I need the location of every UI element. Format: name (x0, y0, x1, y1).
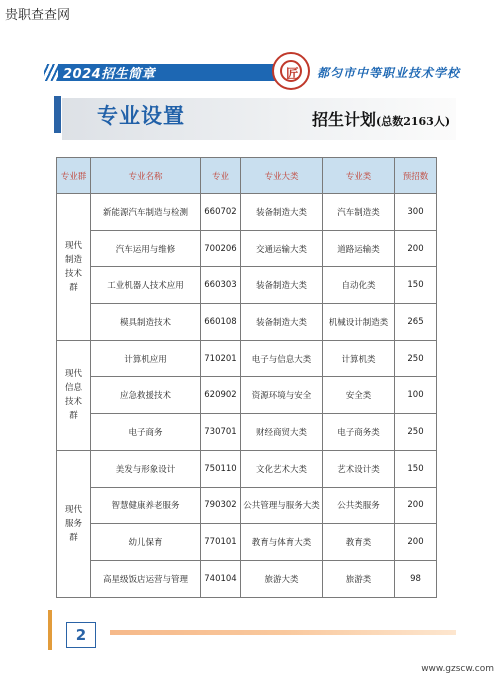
table-row (57, 450, 437, 487)
cell-type: 教育类 (323, 524, 395, 561)
header-cell: 专业大类 (241, 158, 323, 194)
cell-type: 道路运输类 (323, 230, 395, 267)
cell-quota: 200 (395, 524, 437, 561)
cell-type: 机械设计制造类 (323, 304, 395, 341)
enrollment-table (56, 157, 437, 598)
cell-code: 730701 (201, 414, 241, 451)
group-cell: 现代 制造 技术 群 (57, 194, 91, 341)
plan-total: (总数2163人) (376, 115, 451, 128)
header-cell: 预招数 (395, 158, 437, 194)
header-cell: 专业 (201, 158, 241, 194)
cell-quota: 300 (395, 194, 437, 231)
table-row (57, 340, 437, 377)
table-row (57, 377, 437, 414)
group-cell: 现代 服务 群 (57, 450, 91, 597)
watermark-text: 贵职查查网 (5, 8, 71, 23)
cell-quota: 150 (395, 450, 437, 487)
section-title: 专业设置 (97, 104, 185, 128)
cell-code: 770101 (201, 524, 241, 561)
cell-name: 工业机器人技术应用 (91, 267, 201, 304)
cell-category: 公共管理与服务大类 (241, 487, 323, 524)
banner-stripes (44, 64, 58, 81)
footer-accent (48, 610, 52, 650)
group-cell: 现代 信息 技术 群 (57, 340, 91, 450)
cell-category: 交通运输大类 (241, 230, 323, 267)
cell-name: 幼儿保育 (91, 524, 201, 561)
cell-type: 电子商务类 (323, 414, 395, 451)
cell-name: 智慧健康养老服务 (91, 487, 201, 524)
cell-quota: 250 (395, 340, 437, 377)
cell-quota: 98 (395, 560, 437, 597)
cell-code: 620902 (201, 377, 241, 414)
cell-category: 电子与信息大类 (241, 340, 323, 377)
table-row (57, 194, 437, 231)
cell-type: 自动化类 (323, 267, 395, 304)
cell-code: 710201 (201, 340, 241, 377)
table-row (57, 230, 437, 267)
cell-quota: 100 (395, 377, 437, 414)
cell-code: 660303 (201, 267, 241, 304)
cell-category: 装备制造大类 (241, 304, 323, 341)
school-logo (272, 52, 310, 90)
cell-name: 新能源汽车制造与检测 (91, 194, 201, 231)
table-row (57, 414, 437, 451)
plan-title (312, 107, 450, 130)
cell-type: 汽车制造类 (323, 194, 395, 231)
table-header-row (57, 158, 437, 194)
cell-name: 应急救援技术 (91, 377, 201, 414)
cell-type: 艺术设计类 (323, 450, 395, 487)
cell-code: 660702 (201, 194, 241, 231)
cell-quota: 150 (395, 267, 437, 304)
cell-code: 660108 (201, 304, 241, 341)
cell-code: 790302 (201, 487, 241, 524)
plan-title-text: 招生计划 (312, 110, 377, 129)
site-url: www.gzscw.com (421, 664, 494, 674)
cell-code: 750110 (201, 450, 241, 487)
page-number: 2 (66, 622, 96, 648)
cell-name: 美发与形象设计 (91, 450, 201, 487)
cell-category: 财经商贸大类 (241, 414, 323, 451)
cell-quota: 200 (395, 487, 437, 524)
cell-code: 740104 (201, 560, 241, 597)
header-cell: 专业群 (57, 158, 91, 194)
footer-line (110, 630, 456, 635)
cell-name: 电子商务 (91, 414, 201, 451)
cell-category: 文化艺术大类 (241, 450, 323, 487)
table-row (57, 487, 437, 524)
table-row (57, 267, 437, 304)
cell-name: 高星级饭店运营与管理 (91, 560, 201, 597)
cell-name: 汽车运用与维修 (91, 230, 201, 267)
cell-type: 旅游类 (323, 560, 395, 597)
table-row (57, 560, 437, 597)
table-body (57, 194, 437, 598)
header-cell: 专业类 (323, 158, 395, 194)
cell-category: 旅游大类 (241, 560, 323, 597)
header-cell: 专业名称 (91, 158, 201, 194)
logo-glyph: 匠 (286, 67, 300, 82)
cell-code: 700206 (201, 230, 241, 267)
table-row (57, 524, 437, 561)
table-row (57, 304, 437, 341)
cell-quota: 265 (395, 304, 437, 341)
cell-category: 教育与体育大类 (241, 524, 323, 561)
school-name: 都匀市中等职业技术学校 (317, 66, 461, 80)
cell-type: 公共类服务 (323, 487, 395, 524)
cell-category: 资源环境与安全 (241, 377, 323, 414)
cell-type: 计算机类 (323, 340, 395, 377)
cell-quota: 250 (395, 414, 437, 451)
cell-name: 模具制造技术 (91, 304, 201, 341)
cell-name: 计算机应用 (91, 340, 201, 377)
cell-type: 安全类 (323, 377, 395, 414)
cell-category: 装备制造大类 (241, 194, 323, 231)
section-accent (54, 96, 61, 133)
cell-category: 装备制造大类 (241, 267, 323, 304)
logo-ring (280, 60, 302, 82)
cell-quota: 200 (395, 230, 437, 267)
banner-title: 2024招生简章 (63, 67, 156, 82)
